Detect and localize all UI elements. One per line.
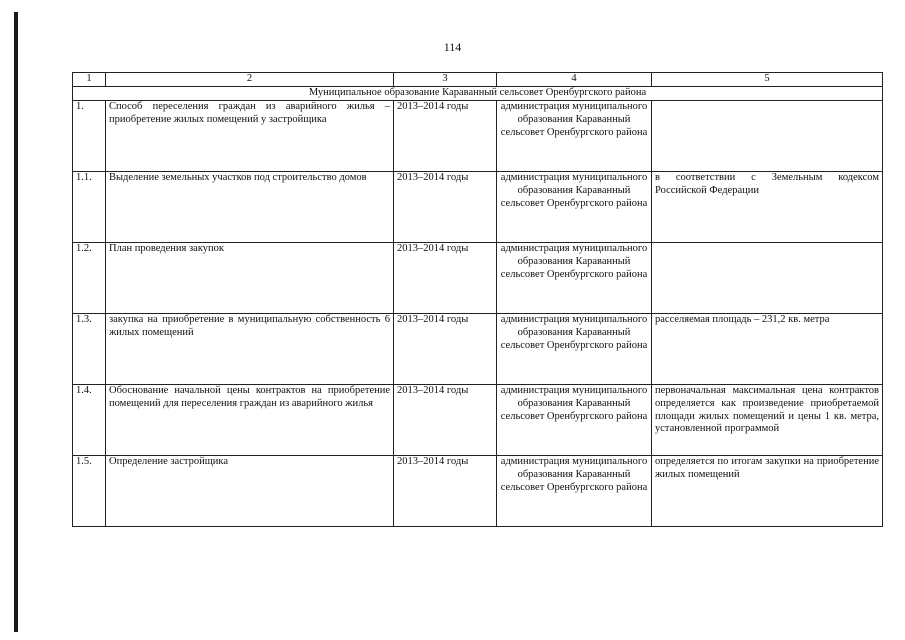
section-row — [73, 87, 883, 101]
row-activity: Способ переселения граждан из аварийного жилья – приобретение жилых помещений у застройщика — [106, 101, 394, 172]
row-number: 1.2. — [73, 243, 106, 314]
row-number: 1.3. — [73, 314, 106, 385]
row-number: 1.5. — [73, 456, 106, 527]
scan-edge-bar — [14, 12, 18, 632]
row-executor: администрация муниципального образования Караванный сельсовет Оренбургского района — [497, 243, 652, 314]
row-period: 2013–2014 годы — [394, 385, 497, 456]
row-executor: администрация муниципального образования Караванный сельсовет Оренбургского района — [497, 101, 652, 172]
table-row — [73, 314, 883, 385]
row-note: расселяемая площадь – 231,2 кв. метра — [652, 314, 883, 385]
table-row — [73, 243, 883, 314]
row-note — [652, 243, 883, 314]
row-note — [652, 101, 883, 172]
table-row — [73, 456, 883, 527]
table-row — [73, 385, 883, 456]
column-number: 4 — [497, 73, 652, 87]
row-executor: администрация муниципального образования Караванный сельсовет Оренбургского района — [497, 385, 652, 456]
column-number: 5 — [652, 73, 883, 87]
row-period: 2013–2014 годы — [394, 243, 497, 314]
column-number-row — [73, 73, 883, 87]
column-number: 2 — [106, 73, 394, 87]
row-activity: Обоснование начальной цены контрактов на приобретение помещений для переселения граждан из аварийного жилья — [106, 385, 394, 456]
column-number: 1 — [73, 73, 106, 87]
row-activity: Определение застройщика — [106, 456, 394, 527]
row-activity: закупка на приобретение в муниципальную собственность 6 жилых помещений — [106, 314, 394, 385]
row-period: 2013–2014 годы — [394, 314, 497, 385]
row-executor: администрация муниципального образования Караванный сельсовет Оренбургского района — [497, 314, 652, 385]
row-number: 1.4. — [73, 385, 106, 456]
row-period: 2013–2014 годы — [394, 456, 497, 527]
row-note: в соответствии с Земельным кодексом Российской Федерации — [652, 172, 883, 243]
row-note: первоначальная максимальная цена контрактов определяется как произведение приобретаемой площади жилых помещений и цены 1 кв. метра, установленной программой — [652, 385, 883, 456]
row-executor: администрация муниципального образования Караванный сельсовет Оренбургского района — [497, 456, 652, 527]
row-period: 2013–2014 годы — [394, 101, 497, 172]
table-row — [73, 101, 883, 172]
row-note: определяется по итогам закупки на приобретение жилых помещений — [652, 456, 883, 527]
table-row — [73, 172, 883, 243]
column-number: 3 — [394, 73, 497, 87]
row-activity: Выделение земельных участков под строительство домов — [106, 172, 394, 243]
row-activity: План проведения закупок — [106, 243, 394, 314]
row-number: 1.1. — [73, 172, 106, 243]
row-number: 1. — [73, 101, 106, 172]
section-title: Муниципальное образование Караванный сельсовет Оренбургского района — [73, 87, 883, 101]
row-period: 2013–2014 годы — [394, 172, 497, 243]
row-executor: администрация муниципального образования Караванный сельсовет Оренбургского района — [497, 172, 652, 243]
page-number: 114 — [443, 40, 462, 54]
resettlement-plan-table — [72, 72, 883, 527]
